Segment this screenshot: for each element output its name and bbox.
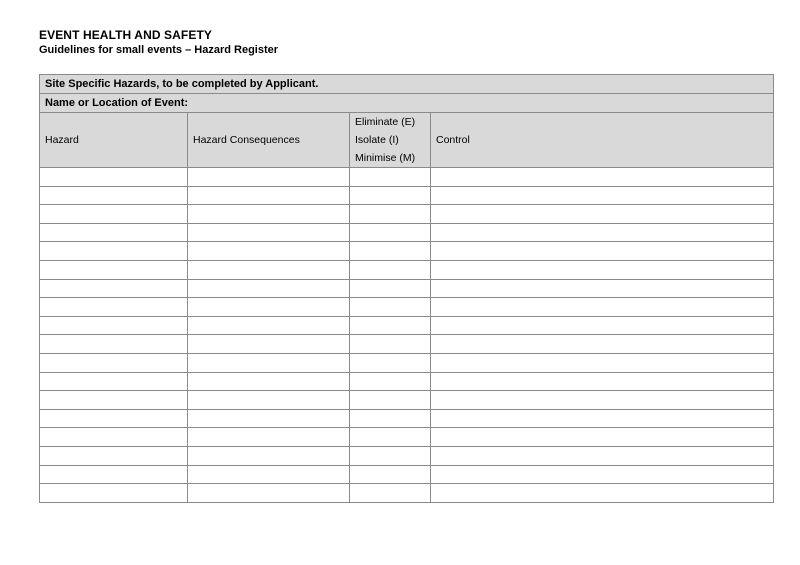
eim-cell[interactable] — [350, 391, 431, 410]
table-row — [40, 484, 774, 503]
consequence-cell[interactable] — [188, 372, 350, 391]
eim-cell[interactable] — [350, 168, 431, 187]
consequence-cell[interactable] — [188, 428, 350, 447]
eim-cell[interactable] — [350, 316, 431, 335]
control-cell[interactable] — [431, 446, 774, 465]
consequence-cell[interactable] — [188, 260, 350, 279]
control-cell[interactable] — [431, 223, 774, 242]
hazard-cell[interactable] — [40, 242, 188, 261]
consequence-cell[interactable] — [188, 335, 350, 354]
table-row — [40, 260, 774, 279]
control-cell[interactable] — [431, 168, 774, 187]
control-cell[interactable] — [431, 205, 774, 224]
control-cell[interactable] — [431, 260, 774, 279]
hazard-cell[interactable] — [40, 298, 188, 317]
eim-minimise: Minimise (M) — [355, 152, 416, 164]
hazard-cell[interactable] — [40, 353, 188, 372]
site-hazards-banner: Site Specific Hazards, to be completed by Applicant. — [40, 75, 774, 94]
consequence-cell[interactable] — [188, 446, 350, 465]
eim-isolate: Isolate (I) — [355, 134, 399, 146]
consequence-cell[interactable] — [188, 353, 350, 372]
hazard-cell[interactable] — [40, 279, 188, 298]
eim-cell[interactable] — [350, 409, 431, 428]
control-cell[interactable] — [431, 242, 774, 261]
column-header-control: Control — [431, 113, 774, 168]
table-row — [40, 391, 774, 410]
hazard-cell[interactable] — [40, 168, 188, 187]
control-cell[interactable] — [431, 279, 774, 298]
control-cell[interactable] — [431, 372, 774, 391]
site-hazards-banner-row — [40, 75, 774, 94]
control-cell[interactable] — [431, 298, 774, 317]
hazard-register-table — [39, 74, 774, 503]
table-row — [40, 316, 774, 335]
table-row — [40, 465, 774, 484]
table-row — [40, 353, 774, 372]
document-title: EVENT HEALTH AND SAFETY — [39, 28, 212, 42]
table-row — [40, 279, 774, 298]
hazard-cell[interactable] — [40, 372, 188, 391]
eim-cell[interactable] — [350, 242, 431, 261]
event-location-row — [40, 94, 774, 113]
table-row — [40, 186, 774, 205]
hazard-cell[interactable] — [40, 465, 188, 484]
table-row — [40, 298, 774, 317]
control-cell[interactable] — [431, 353, 774, 372]
table-row — [40, 446, 774, 465]
hazard-cell[interactable] — [40, 446, 188, 465]
consequence-cell[interactable] — [188, 186, 350, 205]
hazard-cell[interactable] — [40, 223, 188, 242]
hazard-cell[interactable] — [40, 205, 188, 224]
table-row — [40, 335, 774, 354]
eim-cell[interactable] — [350, 260, 431, 279]
eim-cell[interactable] — [350, 353, 431, 372]
consequence-cell[interactable] — [188, 391, 350, 410]
control-cell[interactable] — [431, 186, 774, 205]
document-subtitle: Guidelines for small events – Hazard Register — [39, 44, 279, 56]
eim-cell[interactable] — [350, 465, 431, 484]
hazard-cell[interactable] — [40, 260, 188, 279]
consequence-cell[interactable] — [188, 298, 350, 317]
control-cell[interactable] — [431, 409, 774, 428]
table-row — [40, 223, 774, 242]
consequence-cell[interactable] — [188, 465, 350, 484]
table-row — [40, 428, 774, 447]
consequence-cell[interactable] — [188, 205, 350, 224]
eim-cell[interactable] — [350, 335, 431, 354]
hazard-cell[interactable] — [40, 316, 188, 335]
consequence-cell[interactable] — [188, 409, 350, 428]
table-row — [40, 372, 774, 391]
control-cell[interactable] — [431, 316, 774, 335]
eim-cell[interactable] — [350, 298, 431, 317]
control-cell[interactable] — [431, 484, 774, 503]
column-header-row — [40, 113, 774, 168]
event-location-label: Name or Location of Event: — [40, 94, 774, 113]
hazard-cell[interactable] — [40, 428, 188, 447]
eim-cell[interactable] — [350, 223, 431, 242]
hazard-cell[interactable] — [40, 391, 188, 410]
hazard-cell[interactable] — [40, 335, 188, 354]
hazard-cell[interactable] — [40, 409, 188, 428]
table-row — [40, 409, 774, 428]
eim-cell[interactable] — [350, 186, 431, 205]
consequence-cell[interactable] — [188, 242, 350, 261]
hazard-cell[interactable] — [40, 186, 188, 205]
eim-cell[interactable] — [350, 279, 431, 298]
consequence-cell[interactable] — [188, 279, 350, 298]
eim-eliminate: Eliminate (E) — [355, 116, 416, 128]
eim-cell[interactable] — [350, 205, 431, 224]
consequence-cell[interactable] — [188, 223, 350, 242]
table-row — [40, 242, 774, 261]
column-header-consequences: Hazard Consequences — [188, 113, 350, 168]
column-header-hazard: Hazard — [40, 113, 188, 168]
eim-cell[interactable] — [350, 484, 431, 503]
hazard-cell[interactable] — [40, 484, 188, 503]
consequence-cell[interactable] — [188, 316, 350, 335]
control-cell[interactable] — [431, 465, 774, 484]
control-cell[interactable] — [431, 428, 774, 447]
eim-cell[interactable] — [350, 446, 431, 465]
table-row — [40, 205, 774, 224]
consequence-cell[interactable] — [188, 168, 350, 187]
table-row — [40, 168, 774, 187]
eim-cell[interactable] — [350, 428, 431, 447]
consequence-cell[interactable] — [188, 484, 350, 503]
column-header-eim — [350, 113, 431, 168]
control-cell[interactable] — [431, 335, 774, 354]
control-cell[interactable] — [431, 391, 774, 410]
eim-cell[interactable] — [350, 372, 431, 391]
